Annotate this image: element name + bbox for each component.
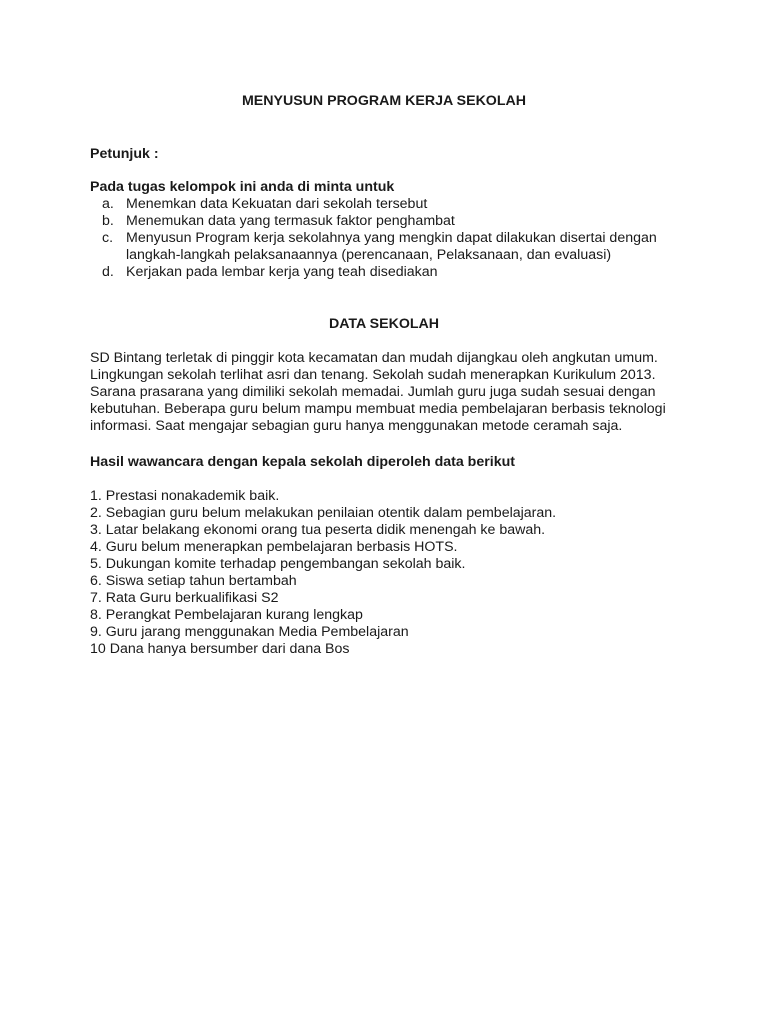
task-text: Menemkan data Kekuatan dari sekolah tersebut	[126, 196, 428, 212]
findings-list	[90, 488, 556, 658]
description-line: informasi. Saat mengajar sebagian guru hanya menggunakan metode ceramah saja.	[90, 418, 623, 434]
interview-heading: Hasil wawancara dengan kepala sekolah diperoleh data berikut	[90, 454, 515, 470]
task-heading: Pada tugas kelompok ini anda di minta untuk	[90, 179, 395, 195]
task-item	[90, 196, 686, 213]
instructions-label: Petunjuk :	[90, 146, 159, 162]
list-item: 7. Rata Guru berkualifikasi S2	[90, 590, 279, 606]
section-title-data-sekolah: DATA SEKOLAH	[328, 316, 440, 332]
list-item: 9. Guru jarang menggunakan Media Pembelajaran	[90, 624, 409, 640]
document-title: MENYUSUN PROGRAM KERJA SEKOLAH	[241, 93, 527, 109]
task-item	[90, 230, 686, 264]
description-line: kebutuhan. Beberapa guru belum mampu membuat media pembelajaran berbasis teknologi	[90, 401, 666, 417]
list-item: 5. Dukungan komite terhadap pengembangan sekolah baik.	[90, 556, 466, 572]
task-list	[90, 196, 686, 281]
description-line: Sarana prasarana yang dimiliki sekolah memadai. Jumlah guru juga sudah sesuai dengan	[90, 384, 656, 400]
task-item	[90, 264, 686, 281]
task-marker: d.	[102, 264, 114, 280]
description-line: SD Bintang terletak di pinggir kota kecamatan dan mudah dijangkau oleh angkutan umum.	[90, 350, 658, 366]
school-description	[90, 350, 690, 435]
task-marker: b.	[102, 213, 114, 229]
task-item	[90, 213, 686, 230]
list-item: 1. Prestasi nonakademik baik.	[90, 488, 280, 504]
description-line: Lingkungan sekolah terlihat asri dan tenang. Sekolah sudah menerapkan Kurikulum 2013.	[90, 367, 656, 383]
list-item: 8. Perangkat Pembelajaran kurang lengkap	[90, 607, 363, 623]
task-marker: a.	[102, 196, 114, 212]
list-item: 3. Latar belakang ekonomi orang tua peserta didik menengah ke bawah.	[90, 522, 546, 538]
list-item: 10 Dana hanya bersumber dari dana Bos	[90, 641, 350, 657]
task-marker: c.	[102, 230, 114, 246]
task-text: Kerjakan pada lembar kerja yang teah disediakan	[126, 264, 438, 280]
task-text: Menemukan data yang termasuk faktor penghambat	[126, 213, 455, 229]
list-item: 6. Siswa setiap tahun bertambah	[90, 573, 297, 589]
list-item: 4. Guru belum menerapkan pembelajaran berbasis HOTS.	[90, 539, 458, 555]
list-item: 2. Sebagian guru belum melakukan penilaian otentik dalam pembelajaran.	[90, 505, 557, 521]
task-text: Menyusun Program kerja sekolahnya yang mengkin dapat dilakukan disertai dengan langkah-langkah pelaksanaannya (perencanaan, Pelaksanaan, dan evaluasi)	[126, 230, 657, 263]
